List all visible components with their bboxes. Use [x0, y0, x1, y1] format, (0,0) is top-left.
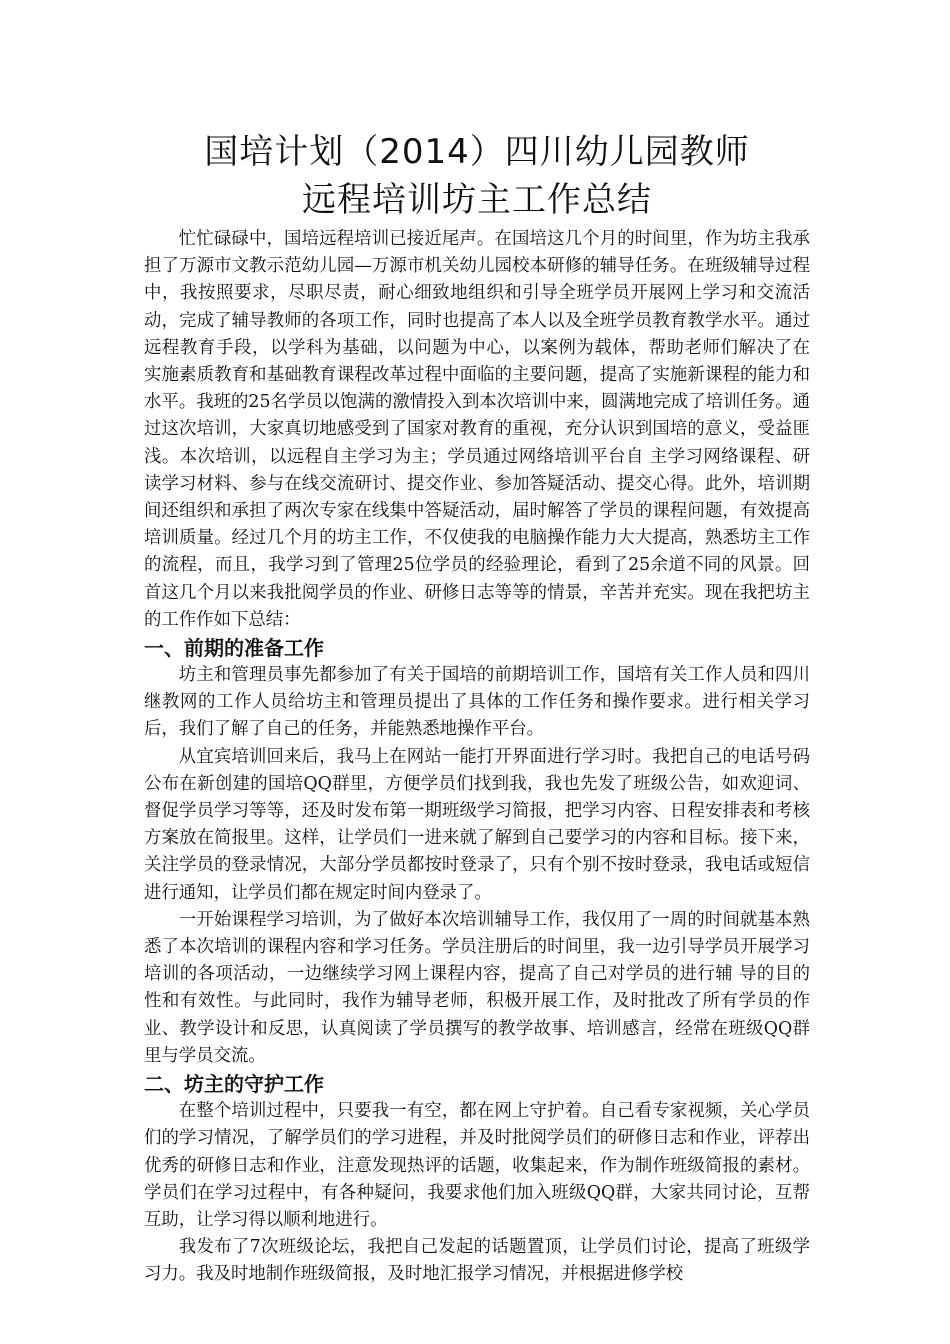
intro-paragraph: 忙忙碌碌中，国培远程培训已接近尾声。在国培这几个月的时间里，作为坊主我承担了万源市文教示范幼儿园—万源市机关幼儿园校本研修的辅导任务。在班级辅导过程中，我按照要求，尽职尽责，耐心细致地组织和引导全班学员开展网上学习和交流活动，完成了辅导教师的各项工作，同时也提高了本人以及全班学员教育教学水平。通过远程教育手段，以学科为基础，以问题为中心，以案例为载体，帮助老师们解决了在 实施素质教育和基础教育课程改革过程中面临的主要问题，提高了实施新课程的能力和水平。我班的25名学员以饱满的激情投入到本次培训中来，圆满地完成了培训任务。通过这次培训，大家真切地感受到了国家对教育的重视，充分认识到国培的意义，受益匪浅。本次培训，以远程自主学习为主；学员通过网络培训平台自 主学习网络课程、研读学习材料、参与在线交流研讨、提交作业、参加答疑活动、提交心得。此外，培训期间还组织和承担了两次专家在线集中答疑活动，届时解答了学员的课程问题，有效提高培训质量。经过几个月的坊主工作，不仅使我的电脑操作能力大大提高，熟悉坊主工作的流程，而且，我学习到了管理25位学员的经验理论，看到了25余道不同的风景。回首这几个月以来我批阅学员的作业、研修日志等等的情景，辛苦并充实。现在我把坊主的工作作如下总结： — [144, 229, 810, 630]
document-title-line1: 国培计划（2014）四川幼儿园教师 — [204, 132, 750, 172]
section2-paragraph-2: 我发布了7次班级论坛，我把自己发起的话题置顶，让学员们讨论，提高了班级学习力。我及时地制作班级简报，及时地汇报学习情况，并根据进修学校 — [144, 1237, 810, 1285]
section2-paragraph-1: 在整个培训过程中，只要我一有空，都在网上守护着。自己看专家视频，关心学员们的学习情况，了解学员们的学习进程，并及时批阅学员们的研修日志和作业，评荐出优秀的研修日志和作业，注意发现热评的话题，收集起来，作为制作班级简报的素材。学员们在学习过程中，有各种疑问，我要求他们加入班级QQ群，大家共同讨论，互帮互助，让学习得以顺利地进行。 — [144, 1101, 810, 1230]
section1-paragraph-2: 从宜宾培训回来后，我马上在网站一能打开界面进行学习时。我把自己的电话号码公布在新创建的国培QQ群里，方便学员们找到我，我也先发了班级公告，如欢迎词、督促学员学习等等，还及时发布第一期班级学习简报，把学习内容、日程安排表和考核方案放在简报里。这样，让学员们一进来就了解到自己要学习的内容和目标。接下来，关注学员的登录情况，大部分学员都按时登录了，只有个别不按时登录，我电话或短信进行通知，让学员们都在规定时间内登录了。 — [144, 746, 810, 903]
section1-paragraph-1: 坊主和管理员事先都参加了有关于国培的前期培训工作，国培有关工作人员和四川继教网的工作人员给坊主和管理员提出了具体的工作任务和操作要求。进行相关学习后，我们了解了自己的任务，并能熟悉地操作平台。 — [144, 665, 810, 740]
document-page — [144, 128, 810, 1289]
document-title-line2: 远程培训坊主工作总结 — [302, 180, 652, 220]
section1-paragraph-3: 一开始课程学习培训，为了做好本次培训辅导工作，我仅用了一周的时间就基本熟悉了本次培训的课程内容和学习任务。学员注册后的时间里，我一边引导学员开展学习培训的各项活动，一边继续学习网上课程内容，提高了自己对学员的进行辅 导的目的性和有效性。与此同时，我作为辅导老师，积极开展工作，及时批改了所有学员的作业、教学设计和反思，认真阅读了学员撰写的教学故事、培训感言，经常在班级QQ群里与学员交流。 — [144, 909, 810, 1066]
section2-heading: 二、坊主的守护工作 — [144, 1072, 324, 1097]
section1-heading: 一、前期的准备工作 — [144, 636, 324, 661]
